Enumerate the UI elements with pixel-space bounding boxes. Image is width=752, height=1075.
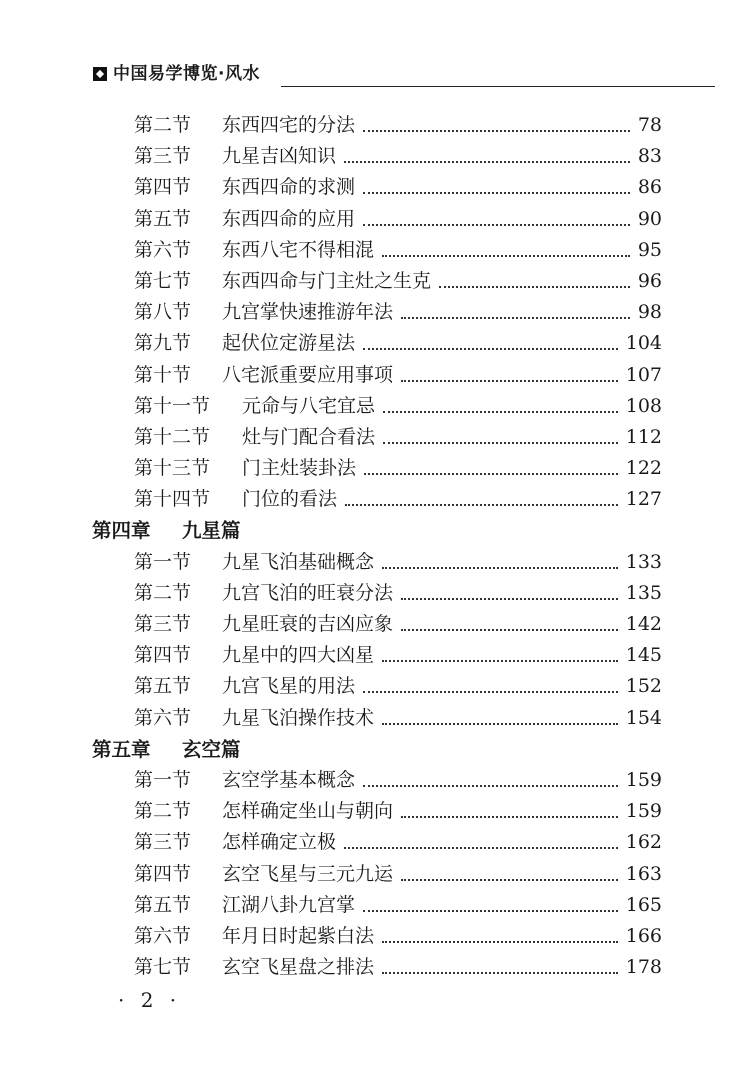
page-reference: 162	[625, 831, 662, 854]
toc-entry[interactable]	[0, 297, 752, 328]
section-title: 东西四命与门主灶之生克	[222, 269, 432, 292]
section-number: 第十四节	[134, 488, 211, 511]
page-reference: 104	[625, 332, 662, 355]
page-reference: 163	[625, 862, 662, 885]
dot-leader	[401, 609, 618, 631]
dot-leader	[439, 266, 630, 288]
page-reference: 133	[625, 550, 662, 573]
section-title: 门位的看法	[242, 488, 338, 511]
toc-entry[interactable]	[0, 328, 752, 359]
section-number: 第五节	[134, 675, 192, 698]
toc-entry[interactable]	[0, 172, 752, 203]
section-title: 年月日时起紫白法	[222, 924, 375, 947]
dot-leader	[382, 921, 618, 943]
page-reference: 178	[625, 956, 662, 979]
toc-entry[interactable]	[0, 453, 752, 484]
section-title: 起伏位定游星法	[222, 332, 356, 355]
dot-leader	[383, 391, 618, 413]
page-reference: 96	[637, 269, 662, 292]
section-title: 怎样确定坐山与朝向	[222, 800, 394, 823]
section-title: 灶与门配合看法	[242, 425, 376, 448]
page-reference: 154	[625, 706, 662, 729]
toc-chapter-heading[interactable]	[0, 734, 752, 765]
dot-leader	[401, 578, 618, 600]
header-rule	[281, 86, 715, 87]
dot-leader	[363, 671, 618, 693]
dot-leader	[383, 422, 618, 444]
section-title: 怎样确定立极	[222, 831, 337, 854]
chapter-number: 第五章	[92, 737, 151, 761]
section-number: 第五节	[134, 893, 192, 916]
section-title: 九星中的四大凶星	[222, 644, 375, 667]
section-number: 第七节	[134, 956, 192, 979]
section-number: 第七节	[134, 269, 192, 292]
section-number: 第十一节	[134, 394, 211, 417]
page-reference: 122	[625, 457, 662, 480]
dot-leader	[401, 796, 618, 818]
section-title: 元命与八宅宜忌	[242, 394, 376, 417]
dot-leader	[382, 547, 618, 569]
page-reference: 90	[637, 207, 662, 230]
page-reference: 166	[625, 924, 662, 947]
toc-entry[interactable]	[0, 110, 752, 141]
page-reference: 78	[637, 114, 662, 136]
dot-leader	[363, 110, 630, 132]
dot-leader	[364, 453, 618, 475]
toc-entry[interactable]	[0, 422, 752, 453]
toc-chapter-heading[interactable]	[0, 515, 752, 546]
section-title: 东西四命的应用	[222, 207, 356, 230]
toc-entry[interactable]	[0, 796, 752, 827]
section-title: 九宫飞星的用法	[222, 675, 356, 698]
toc-entry[interactable]	[0, 765, 752, 796]
section-title: 九星吉凶知识	[222, 145, 337, 168]
toc-entry[interactable]	[0, 204, 752, 235]
dot-leader	[345, 484, 618, 506]
dot-leader	[382, 703, 618, 725]
section-title: 玄空飞星盘之排法	[222, 956, 375, 979]
table-of-contents	[0, 110, 752, 983]
toc-entry[interactable]	[0, 141, 752, 172]
page-reference: 112	[625, 425, 662, 448]
dot-leader	[382, 640, 618, 662]
section-number: 第三节	[134, 831, 192, 854]
toc-entry[interactable]	[0, 640, 752, 671]
section-number: 第二节	[134, 114, 192, 136]
section-title: 东西八宅不得相混	[222, 238, 375, 261]
chapter-title: 玄空篇	[182, 737, 241, 761]
toc-entry[interactable]	[0, 859, 752, 890]
page-reference: 127	[625, 488, 662, 511]
dot-leader	[363, 765, 618, 787]
page-number: · 2 ·	[118, 988, 182, 1012]
section-title: 九星飞泊基础概念	[222, 550, 375, 573]
chapter-title: 九星篇	[182, 519, 241, 543]
toc-entry[interactable]	[0, 235, 752, 266]
section-title: 江湖八卦九宫掌	[222, 893, 356, 916]
toc-entry[interactable]	[0, 391, 752, 422]
page-reference: 86	[637, 176, 662, 199]
dot-leader	[344, 827, 618, 849]
section-number: 第八节	[134, 301, 192, 324]
section-number: 第四节	[134, 644, 192, 667]
page-reference: 159	[625, 800, 662, 823]
toc-entry[interactable]	[0, 484, 752, 515]
dot-leader	[363, 172, 630, 194]
section-number: 第二节	[134, 581, 192, 604]
dot-leader	[344, 141, 630, 163]
page-reference: 165	[625, 893, 662, 916]
section-number: 第三节	[134, 145, 192, 168]
section-number: 第六节	[134, 924, 192, 947]
book-series-title: 中国易学博览·风水	[113, 64, 260, 84]
toc-entry[interactable]	[0, 578, 752, 609]
dot-leader	[401, 859, 618, 881]
toc-entry[interactable]	[0, 890, 752, 921]
page-reference: 152	[625, 675, 662, 698]
toc-entry[interactable]	[0, 360, 752, 391]
section-number: 第一节	[134, 768, 192, 791]
page-reference: 83	[637, 145, 662, 168]
page-reference: 145	[625, 644, 662, 667]
toc-entry[interactable]	[0, 921, 752, 952]
toc-entry[interactable]	[0, 266, 752, 297]
section-number: 第一节	[134, 550, 192, 573]
toc-entry[interactable]	[0, 671, 752, 702]
section-number: 第十三节	[134, 457, 211, 480]
dot-leader	[401, 360, 618, 382]
section-title: 东西四命的求测	[222, 176, 356, 199]
dot-leader	[363, 204, 630, 226]
section-title: 九星飞泊操作技术	[222, 706, 375, 729]
section-title: 门主灶装卦法	[242, 457, 357, 480]
running-header	[93, 64, 715, 88]
toc-entry[interactable]	[0, 547, 752, 578]
section-number: 第三节	[134, 613, 192, 635]
section-title: 玄空飞星与三元九运	[222, 862, 394, 885]
section-number: 第五节	[134, 207, 192, 230]
section-number: 第四节	[134, 176, 192, 199]
section-number: 第四节	[134, 862, 192, 885]
page-reference: 98	[637, 301, 662, 324]
section-number: 第九节	[134, 332, 192, 355]
section-title: 玄空学基本概念	[222, 768, 356, 791]
dot-leader	[363, 890, 618, 912]
toc-entry[interactable]	[0, 703, 752, 734]
toc-entry[interactable]	[0, 952, 752, 983]
diamond-square-icon	[93, 67, 107, 81]
page-reference: 107	[625, 363, 662, 386]
page-reference: 159	[625, 768, 662, 791]
section-number: 第六节	[134, 706, 192, 729]
dot-leader	[401, 297, 630, 319]
section-title: 九星旺衰的吉凶应象	[222, 613, 394, 635]
dot-leader	[382, 235, 630, 257]
section-number: 第二节	[134, 800, 192, 823]
dot-leader	[382, 952, 618, 974]
section-title: 八宅派重要应用事项	[222, 363, 394, 386]
page-reference: 142	[625, 613, 662, 635]
dot-leader	[363, 328, 618, 350]
page-reference: 135	[625, 581, 662, 604]
toc-entry[interactable]	[0, 827, 752, 858]
page-reference: 108	[625, 394, 662, 417]
section-title: 九宫飞泊的旺衰分法	[222, 581, 394, 604]
section-number: 第十节	[134, 363, 192, 386]
section-title: 九宫掌快速推游年法	[222, 301, 394, 324]
page-reference: 95	[637, 238, 662, 261]
section-title: 东西四宅的分法	[222, 114, 356, 136]
chapter-number: 第四章	[92, 519, 151, 543]
section-number: 第六节	[134, 238, 192, 261]
toc-entry[interactable]	[0, 609, 752, 640]
section-number: 第十二节	[134, 425, 211, 448]
